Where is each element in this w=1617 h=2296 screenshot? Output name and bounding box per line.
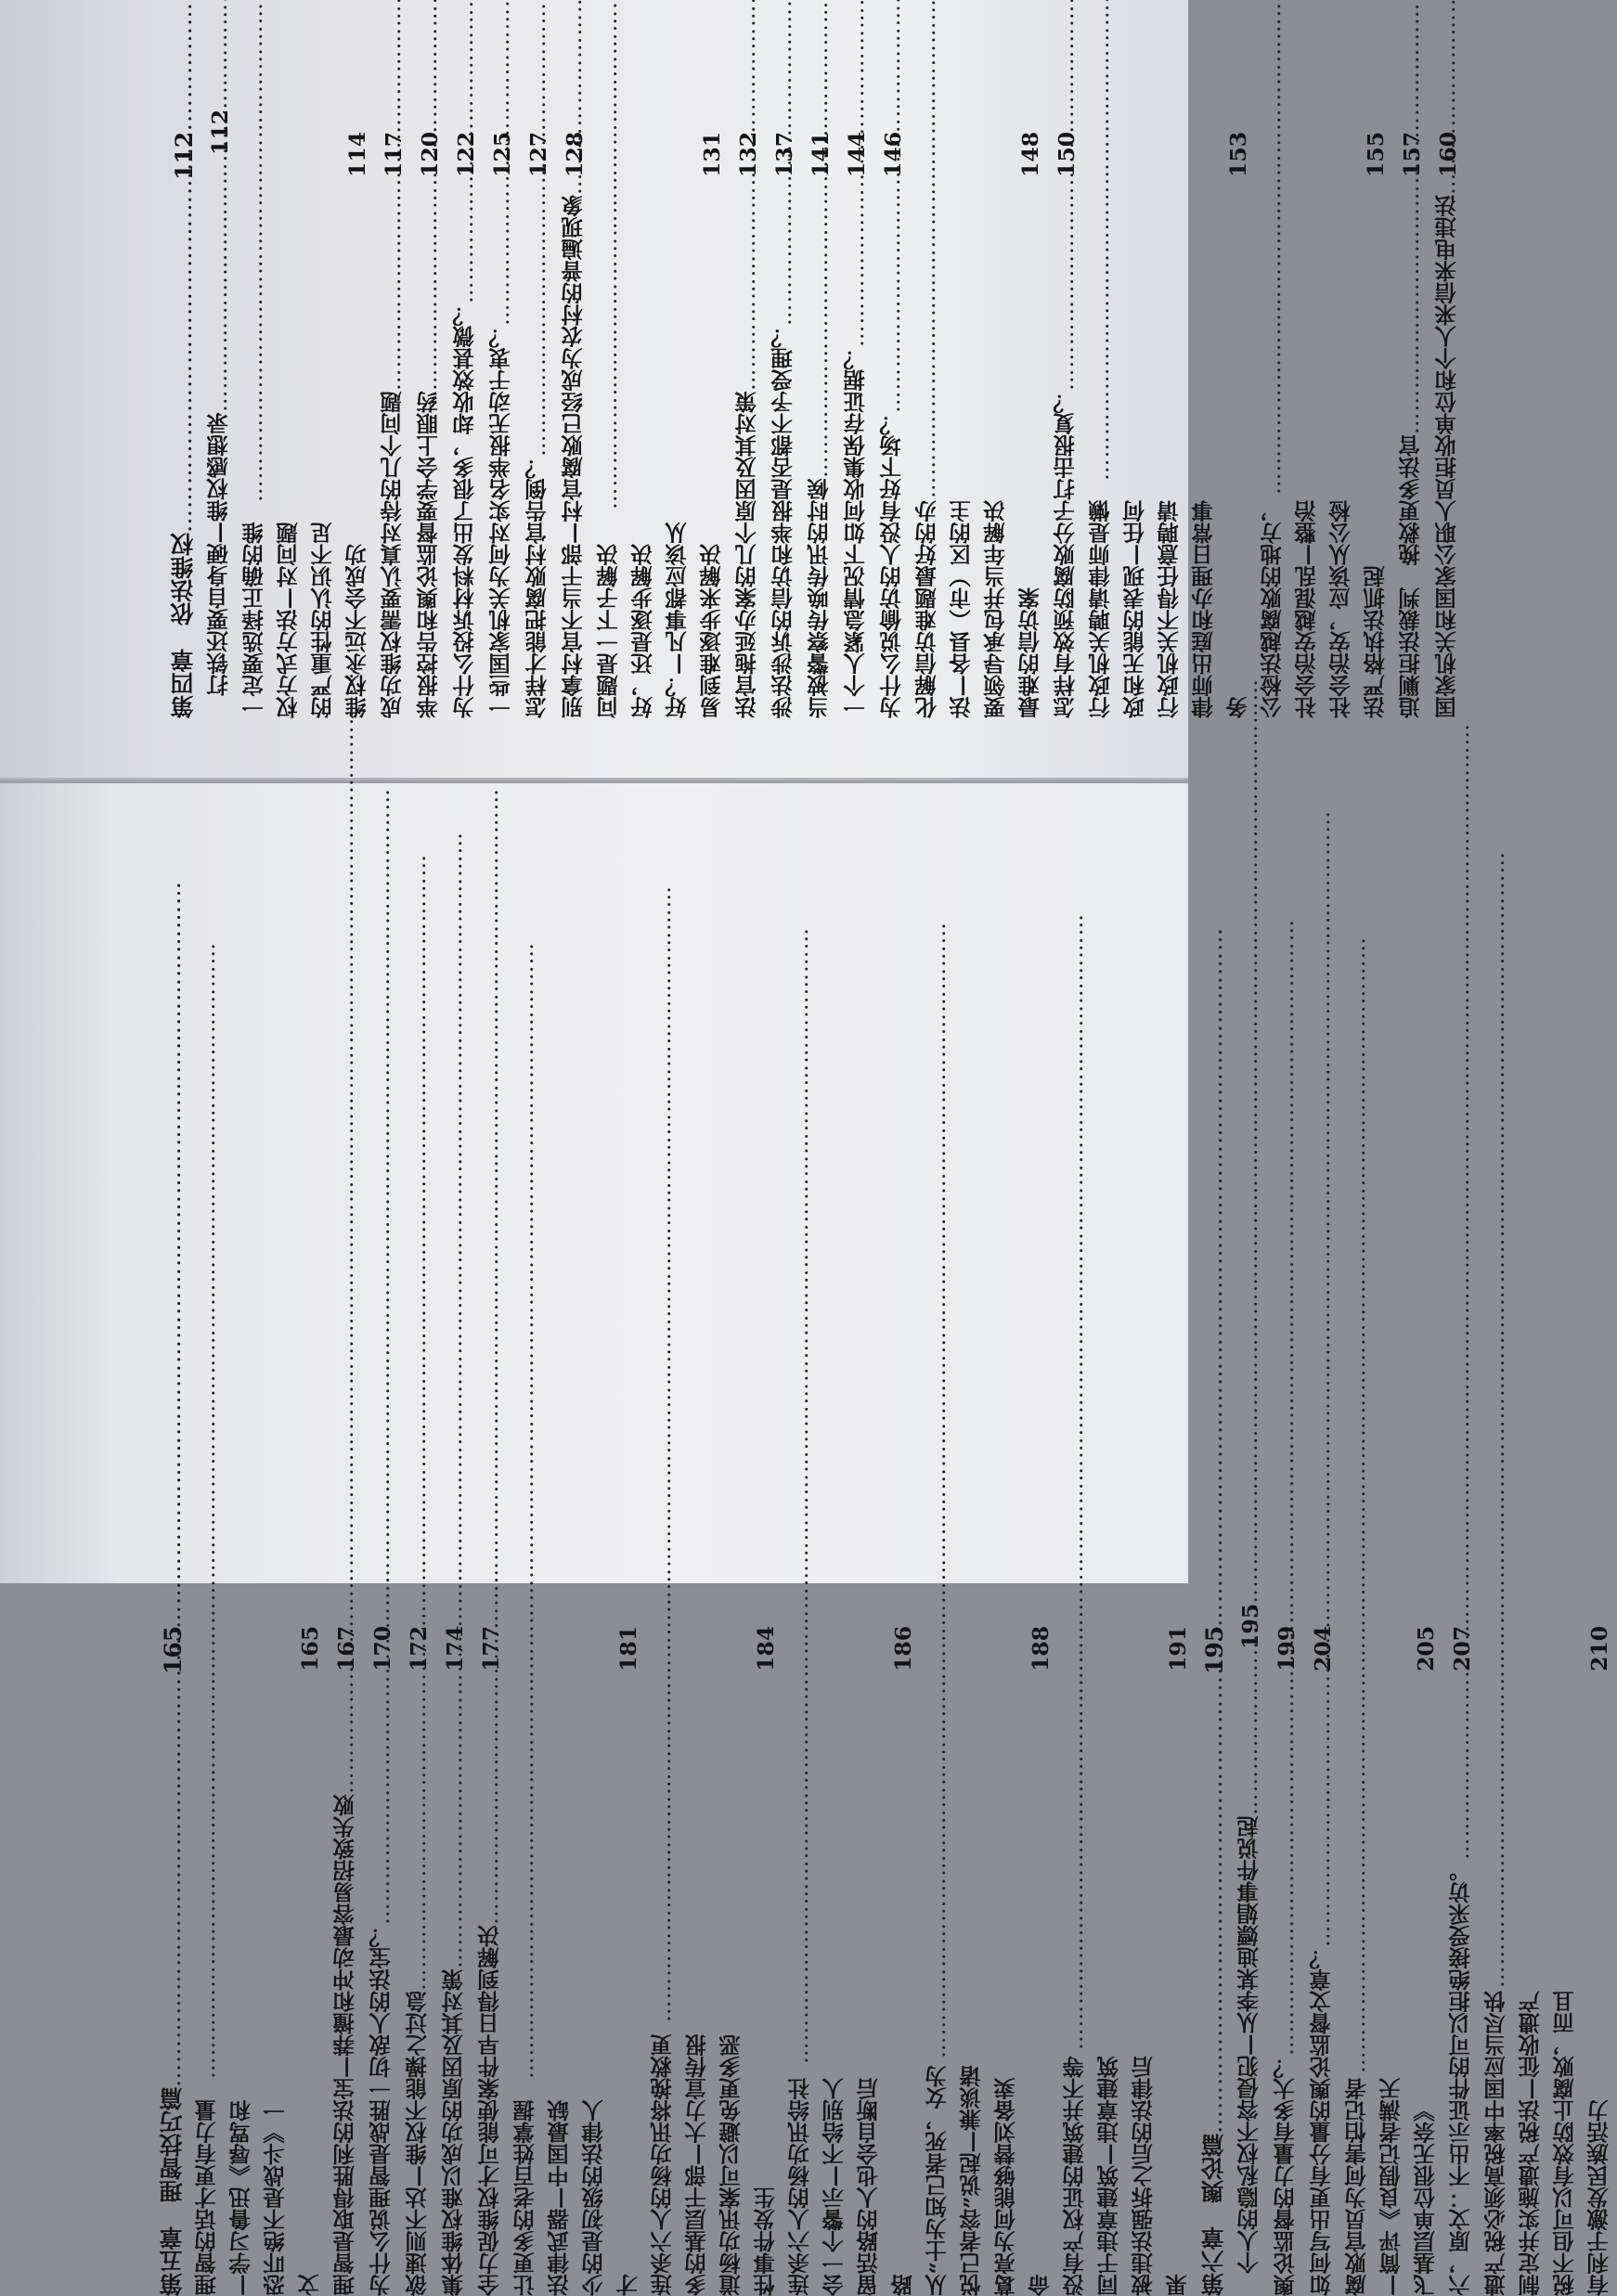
entry-title: 舆论监督的力量有多大？	[1269, 2057, 1303, 2296]
entry-title: 欲速则不达—维权不能操之过急	[401, 1991, 435, 2296]
entry-title: 遗产税必须高税率中国应当尽快制定并实施遗产税法—征收遗产税不但可以有效防止腐败，而且有利于激发民族活力	[1480, 1988, 1617, 2296]
dot-leader	[1480, 1671, 1617, 1988]
dot-leader	[1084, 177, 1256, 481]
page-number: 181	[610, 1626, 646, 1671]
dot-leader	[1444, 1671, 1479, 1860]
dot-leader	[1256, 177, 1393, 495]
entry-title: 行政机关聘请律师是懒政和无能的表现—任何行政机关不得任意聘请律师出庭和办理日常事务	[1084, 481, 1256, 718]
dot-leader	[473, 1671, 508, 1925]
bleed-through-text	[111, 139, 138, 158]
page-number: 125	[484, 132, 520, 177]
toc-entry	[646, 1626, 783, 2296]
toc-entry	[364, 1626, 400, 2296]
page-number: 188	[1022, 1626, 1058, 1671]
toc-entry	[921, 1626, 1058, 2296]
toc-entry	[190, 1626, 328, 2296]
entry-title: 连杀六人的杨功讯给社会一个警示—不给别人留活路的人也会自断后路	[783, 2064, 921, 2296]
dot-leader	[731, 177, 765, 391]
toc-entry	[201, 110, 238, 718]
dot-leader	[437, 1671, 472, 1968]
entry-title: 化解信访难题最好的办法—各县（市）区的主要领导承包并当年解决最难的信访案	[911, 498, 1048, 718]
dot-leader	[592, 177, 730, 510]
chapter-heading-entry	[154, 1626, 190, 2296]
toc-entry	[911, 132, 1048, 718]
toc-entry	[1304, 1626, 1340, 2296]
chapter-title: 第五章 理智技巧篇	[155, 2087, 189, 2296]
entry-title: 个人的隐私权不容侵犯—从李某迪嫖娼事件说起	[1233, 1816, 1267, 2275]
entry-title: 腐败官员为何害怕记者—简评《良假记者满天飞基层单位很无奈》	[1340, 2073, 1443, 2296]
page-number: 195	[1232, 1604, 1268, 1649]
dot-leader	[767, 177, 801, 326]
bottom-book-page	[0, 783, 1188, 1583]
toc-entry	[1480, 1626, 1617, 2296]
dot-leader	[166, 180, 201, 533]
toc-entry	[802, 132, 838, 718]
dot-leader	[365, 1671, 399, 1925]
toc-entry	[375, 132, 411, 718]
toc-entry	[1256, 132, 1393, 718]
dot-leader	[803, 177, 837, 478]
dot-leader	[329, 1671, 363, 1794]
page-number: 204	[1304, 1626, 1340, 1671]
page-number: 117	[375, 132, 411, 177]
toc-entry	[238, 132, 375, 718]
page-number: 112	[165, 132, 201, 180]
chapter-title: 第四章 依法维权	[166, 533, 201, 718]
page-number: 132	[730, 132, 766, 177]
dot-leader	[921, 1671, 1058, 2058]
entry-title: 公检法越腐败的地方，社会治安越混乱—整治社会治安，应该从公检法严格执法抓起	[1256, 495, 1393, 718]
toc-entry	[838, 132, 874, 718]
entry-title: 法官拖延办案的几个原因及其对策	[731, 392, 765, 719]
toc-entry	[1058, 1626, 1196, 2296]
toc-entry	[1268, 1626, 1304, 2296]
toc-entry	[592, 132, 730, 718]
dot-leader	[521, 177, 555, 457]
entry-title: 打铁还要自身硬—维权感想录	[202, 413, 237, 697]
toc-entry	[472, 1626, 509, 2296]
entry-title: 问题是一下子解决好，还是逐步解决好？—凡事都应该从易到难逐步来解决	[592, 510, 730, 718]
dot-leader	[155, 1674, 189, 2087]
toc-entry	[1084, 132, 1256, 718]
entry-title: 理智的话才更有力量—学习鲁迅《辱骂和恐吓绝不是战斗》一文	[190, 2079, 328, 2296]
page-number: 184	[747, 1626, 783, 1671]
dot-leader	[783, 1671, 921, 2064]
dot-leader	[448, 177, 483, 303]
dot-leader	[557, 177, 591, 195]
dot-leader	[238, 177, 375, 502]
entry-title: 成功维权需要认真对待的几个问题	[376, 392, 410, 719]
toc-list-bottom	[154, 1626, 1051, 2296]
dot-leader	[839, 177, 873, 347]
dot-leader	[646, 1671, 783, 2022]
dot-leader	[1340, 1671, 1443, 2073]
dot-leader	[401, 1671, 435, 1991]
toc-entry	[509, 1626, 646, 2296]
entry-title: 理智是取得胜利的法宝—莽撞和冲动最容易招致失败	[329, 1795, 363, 2296]
chapter-heading-entry	[165, 132, 201, 718]
toc-entry	[520, 132, 556, 718]
entry-title: 一些国家机关为何对实名举报无动于衷？	[485, 326, 519, 718]
toc-entry	[556, 132, 592, 718]
dot-leader	[1197, 1674, 1231, 2134]
page-number: 114	[339, 132, 375, 177]
page-number: 120	[411, 132, 447, 177]
entry-title: 当被警察传唤传讯的时候	[803, 479, 837, 719]
dot-leader	[509, 1671, 646, 2078]
toc-list-top	[165, 132, 1053, 718]
page-number: 131	[693, 132, 730, 177]
toc-entry	[730, 132, 766, 718]
toc-entry	[328, 1626, 364, 2296]
toc-entry	[1393, 132, 1429, 718]
page-number: 205	[1407, 1626, 1443, 1671]
entry-title: 为什么投诉材料发出了很多，却收效甚微？	[448, 304, 483, 719]
toc-entry	[1429, 132, 1466, 718]
entry-title: 如何写出更有分量的舆论监督文章？	[1305, 1947, 1339, 2296]
page-number: 153	[1220, 132, 1256, 177]
dot-leader	[1269, 1671, 1303, 2056]
toc-entry	[783, 1626, 921, 2296]
page-number: 165	[291, 1626, 328, 1671]
page-number: 195	[1196, 1626, 1232, 1674]
entry-title: 没有产权证的建筑并不等同于违章建筑—违章建筑被违法强拆之后的法律后果	[1058, 2050, 1196, 2296]
dot-leader	[1394, 177, 1429, 434]
dot-leader	[1049, 177, 1083, 391]
entry-title: 一定要选择正确的维权方式方法—对问题的严重性的认识不足维权永远不会成功	[238, 502, 375, 718]
entry-title: 从“士为知己者死，女为悦己者容”说起—兼谈诸葛亮为何能够替刘备卖命	[921, 2058, 1058, 2296]
dot-leader	[1058, 1671, 1196, 2050]
entry-title: 怎样才能把腐败村官告倒？	[521, 457, 555, 718]
dot-leader	[1430, 177, 1465, 195]
toc-entry	[484, 132, 520, 718]
page-number: 165	[154, 1626, 190, 1674]
dot-leader	[485, 177, 519, 326]
toc-entry	[1340, 1626, 1443, 2296]
entry-title: 怎样有效预防腐败分子打击报复？	[1049, 392, 1083, 719]
page-number: 186	[885, 1626, 921, 1671]
dot-leader	[1233, 1649, 1267, 1815]
page-number: 144	[838, 132, 874, 177]
page-number: 199	[1268, 1626, 1304, 1671]
dot-leader	[911, 177, 1048, 498]
toc-entry	[1232, 1604, 1268, 2296]
dot-leader	[875, 177, 910, 413]
dot-leader	[376, 177, 410, 391]
entry-title: 追剿拒法裁判 挽救更多法官	[1394, 435, 1429, 719]
entry-title: 六，原文：不出示证件的可以拒绝接受采访。	[1444, 1860, 1479, 2296]
entry-title: 为什么说理智是战胜一切敌人的法宝？	[365, 1926, 399, 2296]
page-number: 207	[1443, 1626, 1480, 1671]
dot-leader	[412, 177, 446, 391]
page-number: 174	[436, 1626, 472, 1671]
page-number: 141	[802, 132, 838, 177]
page-number: 170	[364, 1626, 400, 1671]
entry-title: 国家机关和国家公职人员拒收单位和个人来信来电违法	[1430, 195, 1465, 718]
dot-leader	[202, 155, 237, 412]
page-number: 137	[766, 132, 802, 177]
page-number: 128	[556, 132, 592, 177]
page-number: 172	[400, 1626, 436, 1671]
entry-title: 集体维权难以成功的原因及其对策	[437, 1969, 472, 2296]
toc-entry	[766, 132, 802, 718]
toc-entry	[1443, 1626, 1480, 2296]
toc-entry	[1048, 132, 1084, 718]
toc-entry	[447, 132, 484, 718]
toc-entry	[874, 132, 911, 718]
page-number: 157	[1393, 132, 1429, 177]
entry-title: 别拿村官不当干部—村官腐败已经成为农村的普遍现象	[557, 195, 591, 718]
top-book-page	[0, 0, 1188, 781]
dot-leader	[190, 1671, 328, 2078]
page-number: 150	[1048, 132, 1084, 177]
page-number: 122	[447, 132, 484, 177]
chapter-title: 第六章 舆论篇	[1197, 2134, 1231, 2296]
page-number: 127	[520, 132, 556, 177]
page-number: 167	[328, 1626, 364, 1671]
entry-title: 举报控告和舆论监督要学会上眼药	[412, 392, 446, 719]
page-number: 210	[1581, 1626, 1617, 1671]
toc-entry	[400, 1626, 436, 2296]
entry-title: 涉法涉诉的信访和举报是否都不予受理？	[767, 326, 801, 718]
entry-title: 一个人紧急情况下如何收集保存证据？	[839, 348, 873, 719]
page-number: 146	[874, 132, 911, 177]
toc-entry	[436, 1626, 472, 2296]
page-number: 160	[1429, 132, 1466, 177]
page-number: 177	[472, 1626, 509, 1671]
entry-title: 让更多的老百姓掌握法律武器—中国最缺少的是初级的法律人才	[509, 2079, 646, 2296]
page-number: 155	[1357, 132, 1393, 177]
page-number: 148	[1012, 132, 1048, 177]
dot-leader	[1305, 1671, 1339, 1947]
entry-title: 连杀六人的杨功讯将挽救更多的基层干部—大力宣传报道杨功讯案可以避免更多恶性事件发生	[646, 2022, 783, 2296]
page-number: 112	[201, 110, 238, 155]
entry-title: 全力促维权才可能使案件早日得到解决	[473, 1926, 508, 2296]
page-number: 191	[1159, 1626, 1196, 1671]
entry-title: 为什么说偷访的人没有好下场？	[875, 413, 910, 718]
chapter-heading-entry	[1196, 1626, 1232, 2296]
toc-entry	[411, 132, 447, 718]
